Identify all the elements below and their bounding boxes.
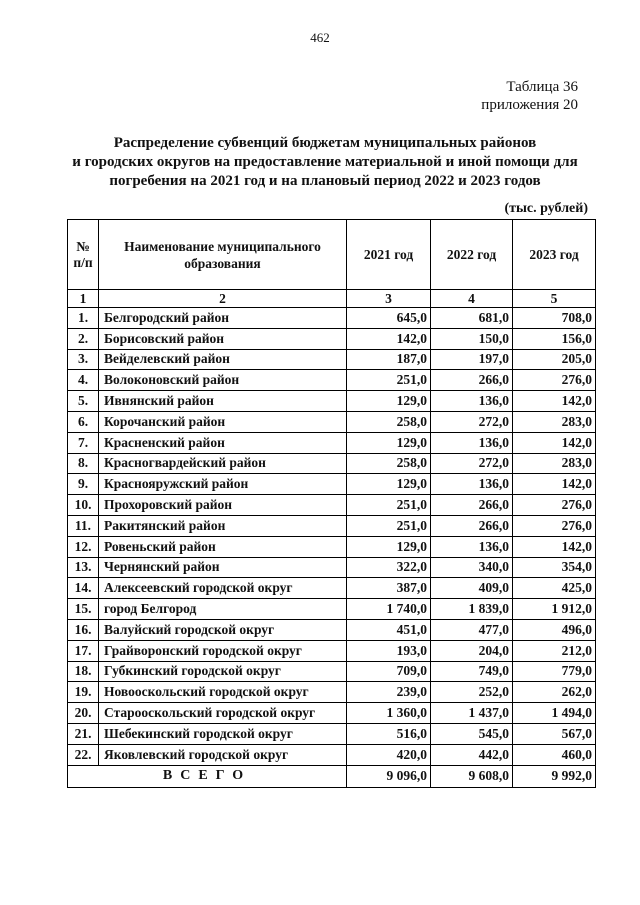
row-number: 2. bbox=[68, 328, 99, 349]
municipality-name: Новооскольский городской округ bbox=[99, 682, 347, 703]
table-row bbox=[68, 432, 596, 453]
value-2021: 187,0 bbox=[347, 349, 431, 370]
table-body bbox=[68, 308, 596, 766]
value-2023: 276,0 bbox=[513, 370, 596, 391]
value-2023: 142,0 bbox=[513, 474, 596, 495]
value-2021: 251,0 bbox=[347, 495, 431, 516]
units-label: (тыс. рублей) bbox=[504, 201, 588, 216]
value-2022: 252,0 bbox=[431, 682, 513, 703]
row-number: 9. bbox=[68, 474, 99, 495]
municipality-name: Чернянский район bbox=[99, 557, 347, 578]
row-number: 1. bbox=[68, 308, 99, 329]
row-number: 21. bbox=[68, 723, 99, 744]
value-2022: 442,0 bbox=[431, 744, 513, 765]
municipality-name: Губкинский городской округ bbox=[99, 661, 347, 682]
value-2023: 156,0 bbox=[513, 328, 596, 349]
col-index-4: 4 bbox=[431, 290, 513, 308]
row-number: 20. bbox=[68, 703, 99, 724]
title-line3: погребения на 2021 год и на плановый период 2022 и 2023 годов bbox=[109, 173, 541, 189]
value-2022: 545,0 bbox=[431, 723, 513, 744]
value-2023: 354,0 bbox=[513, 557, 596, 578]
table-row bbox=[68, 453, 596, 474]
value-2022: 136,0 bbox=[431, 432, 513, 453]
municipality-name: Прохоровский район bbox=[99, 495, 347, 516]
value-2023: 283,0 bbox=[513, 411, 596, 432]
header-num: № п/п bbox=[68, 220, 99, 290]
value-2022: 272,0 bbox=[431, 453, 513, 474]
municipality-name: Красненский район bbox=[99, 432, 347, 453]
column-index-row bbox=[68, 290, 596, 308]
value-2021: 239,0 bbox=[347, 682, 431, 703]
value-2023: 283,0 bbox=[513, 453, 596, 474]
table-reference-line1: Таблица 36 bbox=[506, 79, 578, 95]
municipality-name: Красногвардейский район bbox=[99, 453, 347, 474]
table-row bbox=[68, 515, 596, 536]
value-2021: 451,0 bbox=[347, 619, 431, 640]
row-number: 17. bbox=[68, 640, 99, 661]
table-row bbox=[68, 578, 596, 599]
table-reference-line2: приложения 20 bbox=[481, 97, 578, 113]
value-2021: 420,0 bbox=[347, 744, 431, 765]
municipality-name: Грайворонский городской округ bbox=[99, 640, 347, 661]
value-2022: 136,0 bbox=[431, 391, 513, 412]
document-title bbox=[40, 134, 610, 191]
value-2021: 1 740,0 bbox=[347, 599, 431, 620]
value-2022: 150,0 bbox=[431, 328, 513, 349]
row-number: 5. bbox=[68, 391, 99, 412]
value-2021: 258,0 bbox=[347, 411, 431, 432]
table-row bbox=[68, 536, 596, 557]
value-2022: 1 437,0 bbox=[431, 703, 513, 724]
table-row bbox=[68, 328, 596, 349]
subventions-table bbox=[67, 219, 596, 788]
municipality-name: Алексеевский городской округ bbox=[99, 578, 347, 599]
value-2023: 212,0 bbox=[513, 640, 596, 661]
header-2023: 2023 год bbox=[513, 220, 596, 290]
municipality-name: Старооскольский городской округ bbox=[99, 703, 347, 724]
value-2022: 340,0 bbox=[431, 557, 513, 578]
value-2023: 142,0 bbox=[513, 432, 596, 453]
value-2021: 251,0 bbox=[347, 370, 431, 391]
row-number: 14. bbox=[68, 578, 99, 599]
value-2021: 251,0 bbox=[347, 515, 431, 536]
table-row bbox=[68, 744, 596, 765]
value-2022: 266,0 bbox=[431, 495, 513, 516]
row-number: 12. bbox=[68, 536, 99, 557]
table-row bbox=[68, 495, 596, 516]
value-2021: 142,0 bbox=[347, 328, 431, 349]
municipality-name: Ракитянский район bbox=[99, 515, 347, 536]
page-number: 462 bbox=[310, 30, 330, 45]
table-row bbox=[68, 370, 596, 391]
value-2022: 749,0 bbox=[431, 661, 513, 682]
value-2022: 477,0 bbox=[431, 619, 513, 640]
value-2022: 409,0 bbox=[431, 578, 513, 599]
header-2022: 2022 год bbox=[431, 220, 513, 290]
value-2023: 205,0 bbox=[513, 349, 596, 370]
value-2021: 129,0 bbox=[347, 474, 431, 495]
value-2021: 516,0 bbox=[347, 723, 431, 744]
table-row bbox=[68, 640, 596, 661]
value-2023: 425,0 bbox=[513, 578, 596, 599]
value-2022: 681,0 bbox=[431, 308, 513, 329]
value-2023: 1 912,0 bbox=[513, 599, 596, 620]
value-2022: 204,0 bbox=[431, 640, 513, 661]
title-line2: и городских округов на предоставление материальной и иной помощи для bbox=[72, 154, 578, 170]
row-number: 18. bbox=[68, 661, 99, 682]
value-2022: 272,0 bbox=[431, 411, 513, 432]
table-row bbox=[68, 723, 596, 744]
col-index-5: 5 bbox=[513, 290, 596, 308]
row-number: 19. bbox=[68, 682, 99, 703]
row-number: 10. bbox=[68, 495, 99, 516]
municipality-name: Борисовский район bbox=[99, 328, 347, 349]
value-2021: 709,0 bbox=[347, 661, 431, 682]
header-name: Наименование муниципального образования bbox=[99, 220, 347, 290]
title-line1: Распределение субвенций бюджетам муниципальных районов bbox=[113, 135, 537, 151]
value-2023: 276,0 bbox=[513, 495, 596, 516]
value-2021: 129,0 bbox=[347, 536, 431, 557]
table-row bbox=[68, 474, 596, 495]
municipality-name: город Белгород bbox=[99, 599, 347, 620]
value-2021: 129,0 bbox=[347, 391, 431, 412]
table-row bbox=[68, 349, 596, 370]
value-2023: 142,0 bbox=[513, 391, 596, 412]
col-index-3: 3 bbox=[347, 290, 431, 308]
table-row bbox=[68, 599, 596, 620]
municipality-name: Яковлевский городской округ bbox=[99, 744, 347, 765]
value-2021: 1 360,0 bbox=[347, 703, 431, 724]
value-2021: 258,0 bbox=[347, 453, 431, 474]
value-2022: 197,0 bbox=[431, 349, 513, 370]
table-row bbox=[68, 411, 596, 432]
table-header-row bbox=[68, 220, 596, 290]
municipality-name: Белгородский район bbox=[99, 308, 347, 329]
value-2022: 136,0 bbox=[431, 536, 513, 557]
municipality-name: Корочанский район bbox=[99, 411, 347, 432]
total-2022: 9 608,0 bbox=[431, 765, 513, 787]
value-2023: 276,0 bbox=[513, 515, 596, 536]
municipality-name: Волоконовский район bbox=[99, 370, 347, 391]
row-number: 13. bbox=[68, 557, 99, 578]
table-row bbox=[68, 619, 596, 640]
value-2023: 142,0 bbox=[513, 536, 596, 557]
value-2021: 129,0 bbox=[347, 432, 431, 453]
municipality-name: Валуйский городской округ bbox=[99, 619, 347, 640]
value-2021: 322,0 bbox=[347, 557, 431, 578]
value-2021: 387,0 bbox=[347, 578, 431, 599]
table-row bbox=[68, 308, 596, 329]
value-2023: 708,0 bbox=[513, 308, 596, 329]
total-row bbox=[68, 765, 596, 787]
value-2021: 645,0 bbox=[347, 308, 431, 329]
row-number: 15. bbox=[68, 599, 99, 620]
row-number: 22. bbox=[68, 744, 99, 765]
total-label: ВСЕГО bbox=[68, 765, 347, 787]
value-2022: 266,0 bbox=[431, 370, 513, 391]
row-number: 7. bbox=[68, 432, 99, 453]
value-2023: 567,0 bbox=[513, 723, 596, 744]
row-number: 6. bbox=[68, 411, 99, 432]
value-2023: 262,0 bbox=[513, 682, 596, 703]
municipality-name: Шебекинский городской округ bbox=[99, 723, 347, 744]
value-2022: 1 839,0 bbox=[431, 599, 513, 620]
value-2021: 193,0 bbox=[347, 640, 431, 661]
value-2023: 1 494,0 bbox=[513, 703, 596, 724]
value-2023: 496,0 bbox=[513, 619, 596, 640]
value-2023: 460,0 bbox=[513, 744, 596, 765]
row-number: 4. bbox=[68, 370, 99, 391]
table-reference bbox=[481, 78, 578, 114]
row-number: 11. bbox=[68, 515, 99, 536]
header-2021: 2021 год bbox=[347, 220, 431, 290]
table-row bbox=[68, 703, 596, 724]
col-index-1: 1 bbox=[68, 290, 99, 308]
municipality-name: Вейделевский район bbox=[99, 349, 347, 370]
row-number: 3. bbox=[68, 349, 99, 370]
table-row bbox=[68, 682, 596, 703]
row-number: 8. bbox=[68, 453, 99, 474]
total-2021: 9 096,0 bbox=[347, 765, 431, 787]
table-row bbox=[68, 391, 596, 412]
total-2023: 9 992,0 bbox=[513, 765, 596, 787]
row-number: 16. bbox=[68, 619, 99, 640]
table-row bbox=[68, 557, 596, 578]
municipality-name: Ровеньский район bbox=[99, 536, 347, 557]
table-row bbox=[68, 661, 596, 682]
municipality-name: Краснояружский район bbox=[99, 474, 347, 495]
col-index-2: 2 bbox=[99, 290, 347, 308]
value-2022: 266,0 bbox=[431, 515, 513, 536]
value-2022: 136,0 bbox=[431, 474, 513, 495]
value-2023: 779,0 bbox=[513, 661, 596, 682]
municipality-name: Ивнянский район bbox=[99, 391, 347, 412]
